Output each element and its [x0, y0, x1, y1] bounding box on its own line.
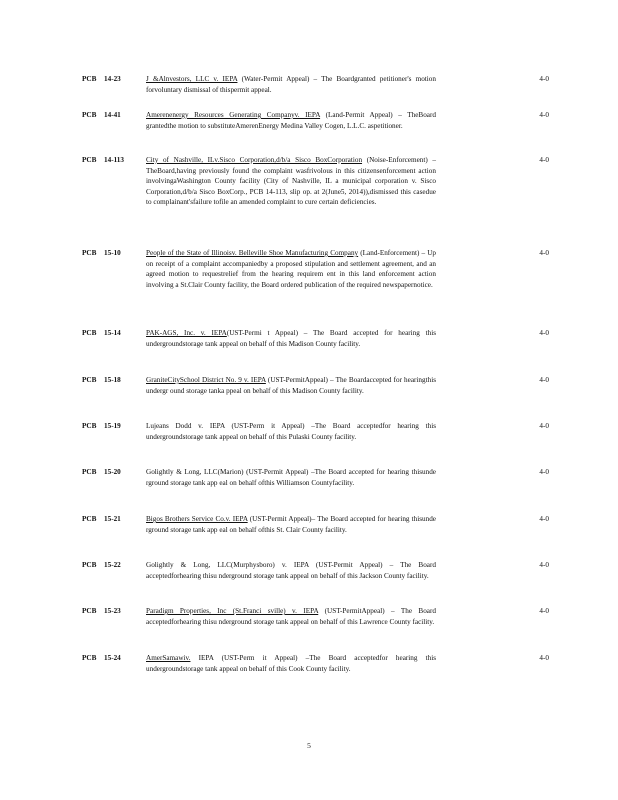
case-title: AmerSamawiv. [146, 654, 191, 662]
case-number: 15-21 [104, 515, 121, 523]
case-description: Lujeans Dodd v. IEPA (UST-Perm it Appeal) –The Board acceptedfor hearing this undergroundstorage tank appeal on behalf of this Pulaski County facility. [146, 422, 436, 441]
case-number: 15-18 [104, 376, 121, 384]
page-number: 5 [307, 741, 311, 750]
case-title: Amerenenergy Resources Generating Companyv. IEPA [146, 111, 321, 119]
case-summary [146, 375, 436, 396]
vote-count: 4-0 [539, 376, 549, 384]
case-title: Paradigm Properties, Inc (St.Franci sville) v. IEPA [146, 607, 319, 615]
case-number: 15-20 [104, 468, 121, 476]
case-summary [146, 606, 436, 627]
board-code: PCB [82, 376, 97, 384]
case-number: 14-113 [104, 156, 124, 164]
board-code: PCB [82, 654, 97, 662]
case-title: PAK-AGS, Inc. v. IEPA [146, 329, 227, 337]
case-label [82, 74, 144, 85]
vote-count: 4-0 [539, 111, 549, 119]
board-code: PCB [82, 156, 97, 164]
case-description: Golightly & Long, LLC(Murphysboro) v. IEPA (UST-Permit Appeal) – The Board acceptedforhearing thisu nderground storage tank appeal on behalf of this Jackson County facility. [146, 561, 436, 580]
case-number: 15-24 [104, 654, 121, 662]
board-code: PCB [82, 515, 97, 523]
case-description: Golightly & Long, LLC(Marion) (UST-Permit Appeal) –The Board accepted for hearing thisunde rground storage tank app eal on behalf ofthis Williamson Countyfacility. [146, 468, 436, 487]
case-summary [146, 421, 436, 442]
case-number: 15-23 [104, 607, 121, 615]
case-title: People of the State of Illinoisv. Belleville Shoe Manufacturing Company [146, 249, 359, 257]
case-label [82, 653, 144, 664]
board-code: PCB [82, 468, 97, 476]
board-code: PCB [82, 329, 97, 337]
case-label [82, 606, 144, 617]
case-title: City of Nashville, ILv.Sisco Corporation,d/b/a Sisco BoxCorporation [146, 156, 363, 164]
case-description: (Land-Enforcement) – Up on receipt of a complaint accompaniedby a proposed stipulation and settlement agreement, and an agreed motion to requestrelief from the hearing requirem ent in this land enforcement action involving a St.Clair County facility, the Board ordered publication of the required newspapernotice. [146, 249, 436, 289]
case-number: 15-10 [104, 249, 121, 257]
case-number: 15-19 [104, 422, 121, 430]
case-description: (UST-PermitAppeal) – The Board acceptedforhearing thisu nderground storage tank appeal on behalf of this Lawrence County facility. [146, 607, 436, 626]
case-summary [146, 514, 436, 535]
board-code: PCB [82, 111, 97, 119]
board-code: PCB [82, 75, 97, 83]
case-description: (UST-Permi t Appeal) – The Board accepted for hearing this undergroundstorage tank appeal on behalf of this Madison County facility. [146, 329, 437, 348]
case-label [82, 421, 144, 432]
vote-count: 4-0 [539, 422, 549, 430]
board-code: PCB [82, 422, 97, 430]
case-summary [146, 560, 436, 581]
case-label [82, 514, 144, 525]
vote-count: 4-0 [539, 249, 549, 257]
case-summary [146, 467, 436, 488]
case-label [82, 467, 144, 478]
case-description: (Land-Permit Appeal) – TheBoard grantedthe motion to substituteAmerenEnergy Medina Valley Cogen, L.L.C. aspetitioner. [146, 111, 436, 130]
case-label [82, 375, 144, 386]
vote-count: 4-0 [539, 75, 549, 83]
case-number: 15-22 [104, 561, 121, 569]
case-description: (UST-Permit Appeal)– The Board accepted for hearing thisunde rground storage tank app eal on behalf ofthis St. Clair County facility. [146, 515, 436, 534]
vote-count: 4-0 [539, 654, 549, 662]
case-title: Bigos Brothers Service Co.v. IEPA [146, 515, 248, 523]
vote-count: 4-0 [539, 156, 549, 164]
case-label [82, 110, 144, 121]
case-label [82, 155, 144, 166]
case-label [82, 328, 144, 339]
board-code: PCB [82, 607, 97, 615]
case-summary [146, 653, 436, 674]
case-description: IEPA (UST-Perm it Appeal) –The Board acceptedfor hearing this undergroundstorage tank appeal on behalf of this Cook County facility. [146, 654, 436, 673]
board-code: PCB [82, 249, 97, 257]
case-label [82, 248, 144, 259]
case-label [82, 560, 144, 571]
vote-count: 4-0 [539, 329, 549, 337]
case-description: (UST-PermitAppeal) – The Boardaccepted for hearingthis undergr ound storage tanka ppeal on behalf of this Madison County facility. [146, 376, 436, 395]
case-summary [146, 110, 436, 131]
vote-count: 4-0 [539, 607, 549, 615]
case-summary [146, 155, 436, 208]
case-number: 14-41 [104, 111, 121, 119]
case-title: GraniteCitySchool District No. 9 v. IEPA [146, 376, 266, 384]
board-code: PCB [82, 561, 97, 569]
case-summary [146, 74, 436, 95]
case-description: (Water-Permit Appeal) – The Boardgranted petitioner's motion forvoluntary dismissal of thispermit appeal. [146, 75, 436, 94]
case-number: 15-14 [104, 329, 121, 337]
vote-count: 4-0 [539, 468, 549, 476]
case-title: J &Alnvestors, LLC v. IEPA [146, 75, 238, 83]
vote-count: 4-0 [539, 561, 549, 569]
case-summary [146, 248, 436, 290]
case-number: 14-23 [104, 75, 121, 83]
case-summary [146, 328, 436, 349]
case-description: (Noise-Enforcement) – TheBoard,having previously found the complaint wasfrivolous in this citizensenforcement action involvingaWashington County facility (City of Nashville, IL a municipal corporation v. Sisco Corporation,d/b/a Sisco BoxCorp., PCB 14-113, slip op. at 2(June5, 2014)),dismissed this casedue to complainant'sfailure tofile an amended complaint to cure certain deficiencies. [146, 156, 436, 207]
vote-count: 4-0 [539, 515, 549, 523]
